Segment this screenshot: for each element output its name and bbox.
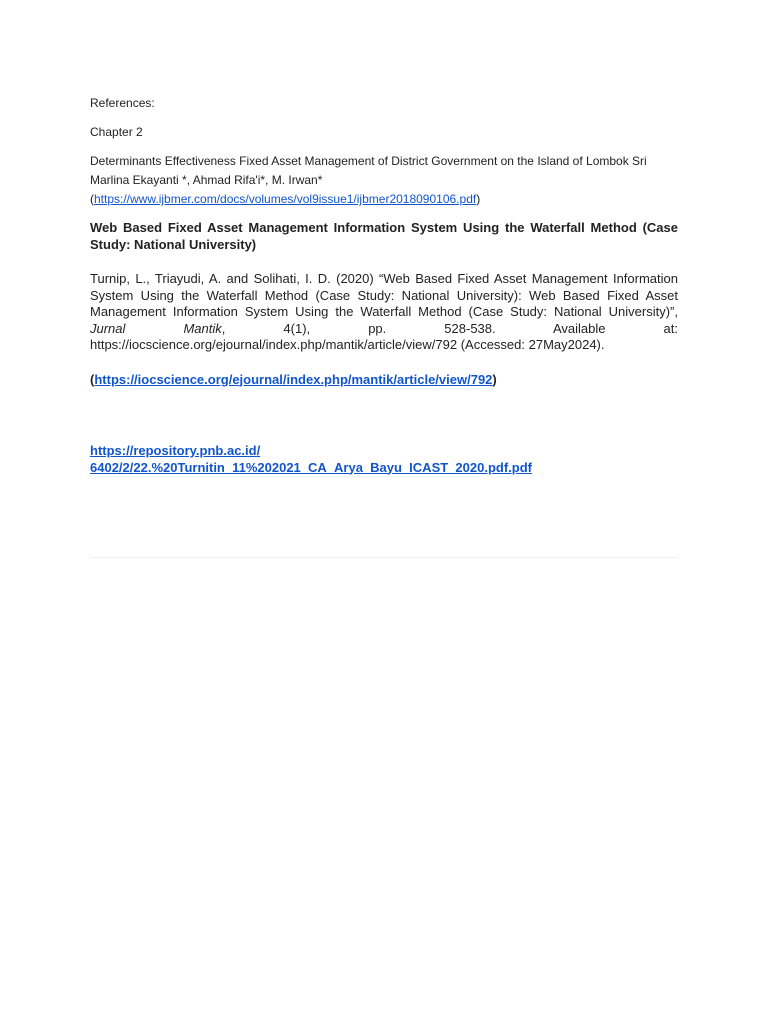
reference-2-link[interactable]: https://iocscience.org/ejournal/index.php/mantik/article/view/792 [94, 371, 493, 387]
reference-3 [90, 443, 678, 476]
reference-2-heading: Web Based Fixed Asset Management Information System Using the Waterfall Method (Case Study: National University) [90, 220, 678, 252]
reference-2-journal-name: Jurnal Mantik [90, 320, 222, 336]
reference-1-authors: Marlina Ekayanti *, Ahmad Rifa'i*, M. Irwan* [90, 173, 323, 187]
reference-3-link-part-2[interactable]: 6402/2/22.%20Turnitin_11%202021_CA_Arya_Bayu_ICAST_2020.pdf.pdf [90, 459, 532, 475]
document-content [90, 94, 678, 476]
reference-3-link-part-1[interactable]: https://repository.pnb.ac.id/ [90, 443, 261, 458]
chapter-heading: Chapter 2 [90, 125, 143, 139]
reference-1-link[interactable]: https://www.ijbmer.com/docs/volumes/vol9issue1/ijbmer2018090106.pdf [94, 192, 477, 206]
reference-2-citation-text: Turnip, L., Triayudi, A. and Solihati, I. D. (2020) “Web Based Fixed Asset Management Information System Using the Waterfall Method (Case Study: National University): Web Based Fixed Asset Management Information System Using the Waterfall Method (Case Study: National University)”, [90, 271, 678, 319]
reference-2-open-paren: ( [90, 371, 95, 387]
reference-2-link-line [90, 372, 678, 389]
reference-2-citation-details: , 4(1), pp. 528-538. Available at: https://iocscience.org/ejournal/index.php/mantik/article/view/792 (Accessed: 27May2024). [90, 320, 678, 352]
references-heading: References: [90, 96, 155, 110]
reference-2-close-paren: ) [492, 371, 497, 387]
reference-1-open-paren: ( [90, 192, 94, 206]
reference-2-citation [90, 271, 678, 354]
reference-1-title: Determinants Effectiveness Fixed Asset Management of District Government on the Island of Lombok Sri [90, 154, 647, 168]
section-divider [90, 557, 678, 558]
reference-1-link-line [90, 190, 678, 209]
reference-1 [90, 152, 678, 209]
reference-1-close-paren: ) [476, 192, 481, 206]
